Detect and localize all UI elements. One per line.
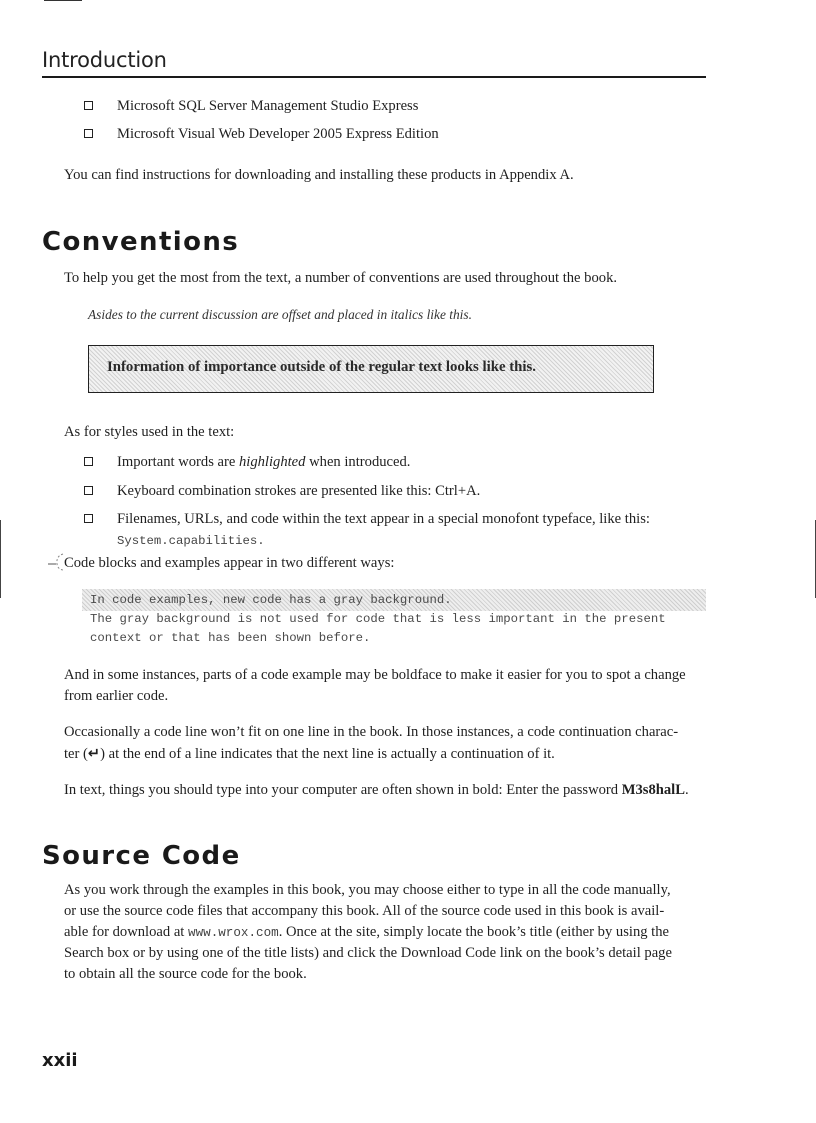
style-item1-suffix: when introduced. [305,454,411,470]
running-header-title: Introduction [42,48,167,72]
checkbox-bullet-icon [84,101,93,110]
checkbox-bullet-icon [84,486,93,495]
password-value: M3s8halL [621,782,685,798]
checkbox-bullet-icon [84,457,93,466]
list-item [84,96,418,117]
list-item-text: Microsoft Visual Web Developer 2005 Express Edition [117,126,439,142]
important-callout [88,345,654,393]
source-code-line: or use the source code files that accompany this book. All of the source code used in this book is avail- [64,903,665,919]
continuation-note-line1: Occasionally a code line won’t fit on one line in the book. In those instances, a code continuation charac- [64,724,679,740]
style-item1-prefix: Important words are [117,454,239,470]
download-suffix: . Once at the site, simply locate the book’s title (either by using the [278,924,670,940]
code-line: context or that has been shown before. [90,631,371,645]
wrox-url-link[interactable]: www.wrox.com [188,926,279,940]
bold-note-paragraph: And in some instances, parts of a code example may be boldface to make it easier for you to spot a change from earlier code. [64,667,686,704]
important-callout-text: Information of importance outside of the regular text looks like this. [107,359,536,375]
list-item-text [117,452,410,473]
section-heading-conventions: Conventions [42,227,240,257]
page-number: xxii [42,1050,78,1071]
list-item-text: Keyboard combination strokes are presented like this: Ctrl+A. [117,483,481,499]
source-code-line: As you work through the examples in this book, you may choose either to type in all the code manually, [64,882,671,898]
continuation-arrow-icon: ↵ [87,745,101,762]
conventions-section [42,226,239,258]
code-line: The gray background is not used for code that is less important in the present [90,612,666,626]
styles-intro: As for styles used in the text: [64,424,235,440]
highlighted-word: highlighted [238,454,306,470]
margin-mark-left [0,520,1,598]
download-prefix: able for download at [64,924,189,940]
code-blocks-intro: Code blocks and examples appear in two different ways: [64,555,395,571]
inline-code-sample: System.capabilities. [117,534,265,548]
password-note-suffix: . [684,782,689,798]
italic-aside: Asides to the current discussion are offset and placed in italics like this. [88,307,472,322]
checkbox-bullet-icon [84,514,93,523]
running-header [42,46,706,78]
list-item-text: Filenames, URLs, and code within the text appear in a special monofont typeface, like this: [117,511,650,527]
section-heading-source-code: Source Code [42,841,241,871]
code-line-new: In code examples, new code has a gray background. [90,593,452,607]
continuation-note-suffix: ) at the end of a line indicates that the next line is actually a continuation of it. [100,746,555,762]
list-item [84,452,410,473]
list-item [84,124,439,145]
password-note [64,780,689,801]
checkbox-bullet-icon [84,129,93,138]
source-code-line: Search box or by using one of the title lists) and click the Download Code link on the book’s detail page [64,945,672,961]
source-code-line [64,922,669,944]
list-item [84,481,480,502]
conventions-intro: To help you get the most from the text, a number of conventions are used throughout the book. [64,270,618,286]
list-item-text: Microsoft SQL Server Management Studio Express [117,98,419,114]
list-item [84,509,650,530]
password-note-prefix: In text, things you should type into your computer are often shown in bold: Enter the password [64,782,622,798]
continuation-note-prefix: ter ( [64,746,88,762]
source-code-line: to obtain all the source code for the book. [64,966,307,982]
top-crop-rule [44,0,82,1]
continuation-note-line2 [64,743,555,765]
requirements-note: You can find instructions for downloading and installing these products in Appendix A. [64,167,574,183]
source-code-section [42,840,241,872]
